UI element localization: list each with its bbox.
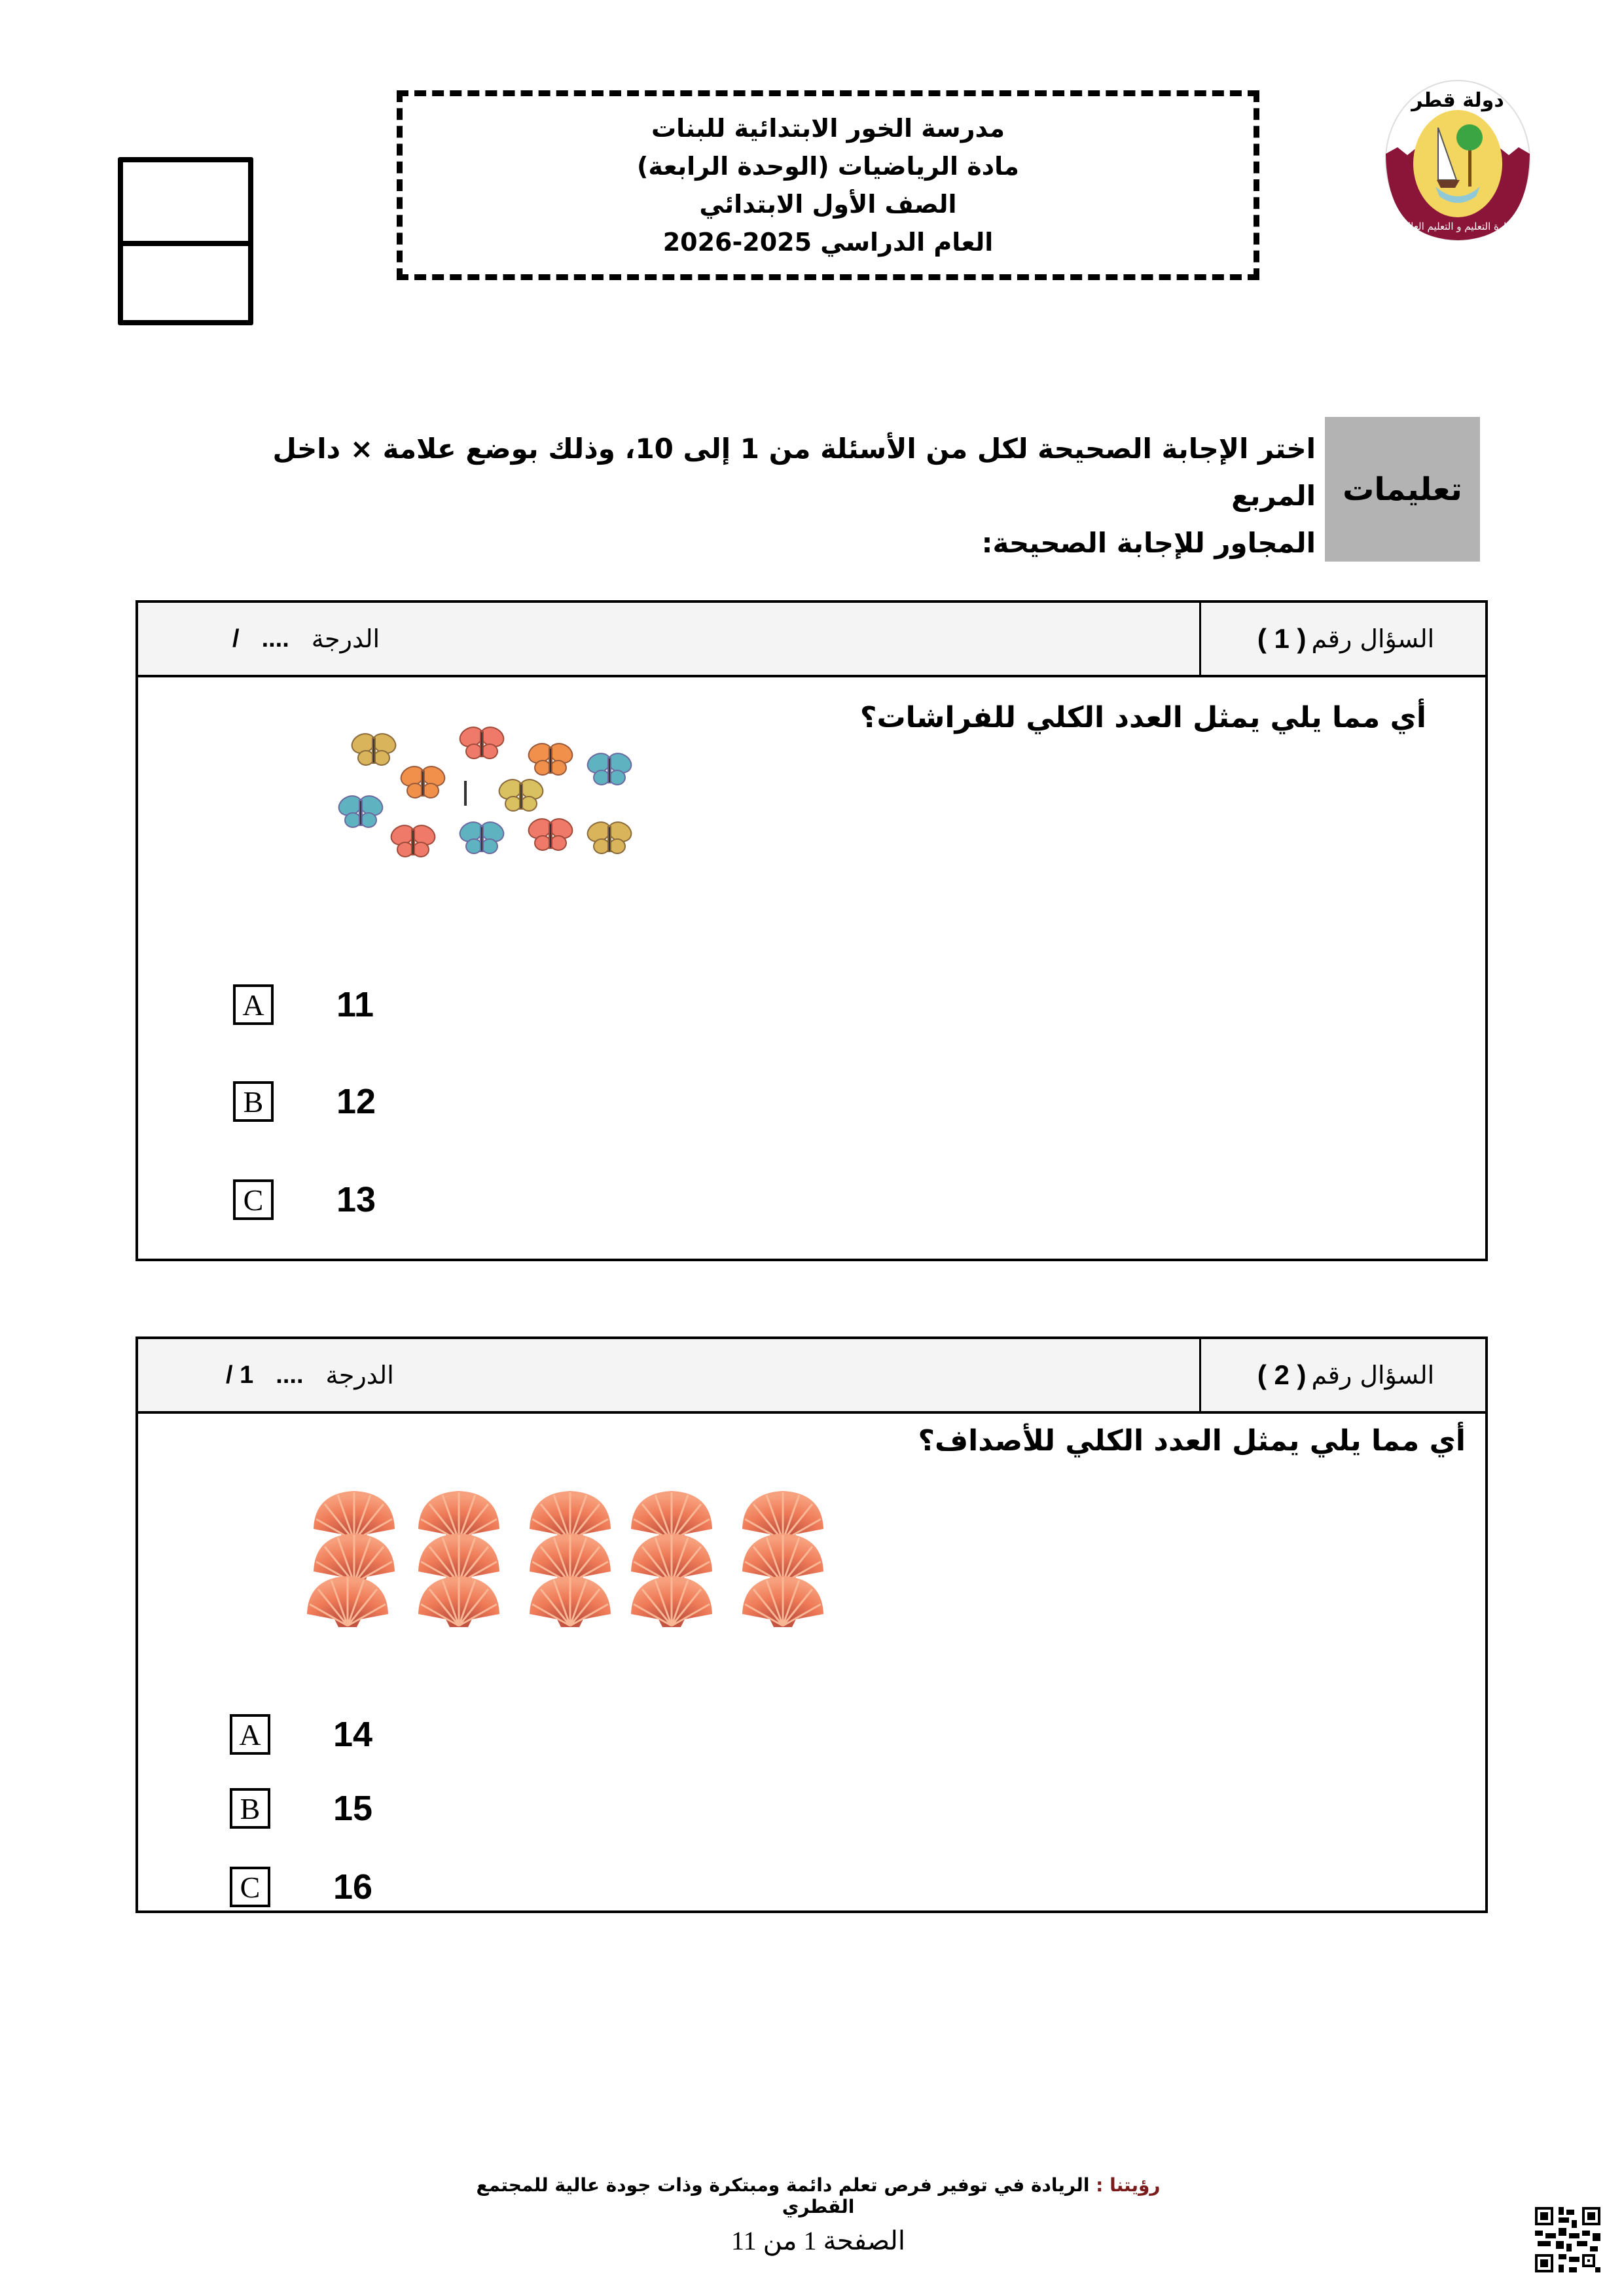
option-a-checkbox[interactable]: A xyxy=(233,984,274,1025)
question-number-label: السؤال رقم xyxy=(1311,1361,1435,1390)
grade-total: / xyxy=(232,624,240,653)
question-2-number xyxy=(1199,1339,1485,1411)
vision-statement xyxy=(458,2174,1178,2217)
option-c xyxy=(230,1867,372,1907)
subject-title: مادة الرياضيات (الوحدة الرابعة) xyxy=(637,152,1019,181)
grade-total: 1 / xyxy=(226,1361,254,1389)
option-b-checkbox[interactable]: B xyxy=(233,1081,274,1122)
school-header-box xyxy=(397,90,1259,280)
instructions-line-1: اختر الإجابة الصحيحة لكل من الأسئلة من 1 إلى 10، وذلك بوضع علامة × داخل المربع xyxy=(272,433,1316,512)
question-1-header xyxy=(138,603,1485,677)
question-2-header xyxy=(138,1339,1485,1414)
grade-blank[interactable]: .... xyxy=(261,624,289,653)
question-number-value: ( 2 ) xyxy=(1257,1359,1307,1390)
question-2-grade xyxy=(204,1339,394,1411)
question-1-grade xyxy=(210,603,380,675)
vision-label: رؤيتنا : xyxy=(1096,2174,1161,2196)
question-1-card xyxy=(135,600,1488,1261)
question-2-card xyxy=(135,1336,1488,1913)
option-b xyxy=(233,1081,376,1122)
option-a xyxy=(233,984,374,1025)
question-number-label: السؤال رقم xyxy=(1311,624,1435,653)
academic-year: العام الدراسي 2025-2026 xyxy=(662,228,994,257)
option-a-value: 14 xyxy=(333,1715,373,1754)
grade-label: الدرجة xyxy=(325,1361,394,1390)
option-c xyxy=(233,1179,376,1220)
vision-text: الريادة في توفير فرص تعلم دائمة ومبتكرة وذات جودة عالية للمجتمع القطري xyxy=(476,2174,1090,2217)
qr-code-icon xyxy=(1535,2207,1600,2272)
question-number-value: ( 1 ) xyxy=(1257,623,1307,654)
svg-text:وزارة التعليم و التعليم العالي: وزارة التعليم و التعليم العالي xyxy=(1399,221,1516,232)
grade-level: الصف الأول الابتدائي xyxy=(699,190,957,219)
option-c-value: 16 xyxy=(333,1867,373,1907)
option-b-checkbox[interactable]: B xyxy=(230,1788,270,1829)
svg-text:دولة قطر: دولة قطر xyxy=(1411,89,1504,112)
option-c-value: 13 xyxy=(336,1180,376,1219)
question-1-text: أي مما يلي يمثل العدد الكلي للفراشات؟ xyxy=(859,701,1426,734)
option-a-checkbox[interactable]: A xyxy=(230,1714,270,1755)
instructions-label: تعليمات xyxy=(1325,417,1480,562)
score-box-divider xyxy=(123,241,248,246)
question-2-text: أي مما يلي يمثل العدد الكلي للأصداف؟ xyxy=(918,1424,1466,1458)
seashells-image xyxy=(295,1486,832,1630)
school-name: مدرسة الخور الابتدائية للبنات xyxy=(651,114,1005,143)
option-c-checkbox[interactable]: C xyxy=(230,1867,270,1907)
instructions-text xyxy=(209,425,1316,567)
butterflies-image xyxy=(334,721,662,884)
question-1-number xyxy=(1199,603,1485,675)
option-a-value: 11 xyxy=(336,985,374,1024)
instructions-line-2: المجاور للإجابة الصحيحة: xyxy=(981,527,1316,559)
option-c-checkbox[interactable]: C xyxy=(233,1179,274,1220)
option-b xyxy=(230,1788,372,1829)
option-a xyxy=(230,1714,372,1755)
grade-blank[interactable]: .... xyxy=(276,1361,304,1389)
grade-label: الدرجة xyxy=(311,624,380,653)
ministry-logo-icon xyxy=(1378,75,1538,245)
score-box xyxy=(118,157,253,325)
option-b-value: 15 xyxy=(333,1789,373,1828)
option-b-value: 12 xyxy=(336,1082,376,1121)
page-number: الصفحة 1 من 11 xyxy=(731,2226,905,2255)
